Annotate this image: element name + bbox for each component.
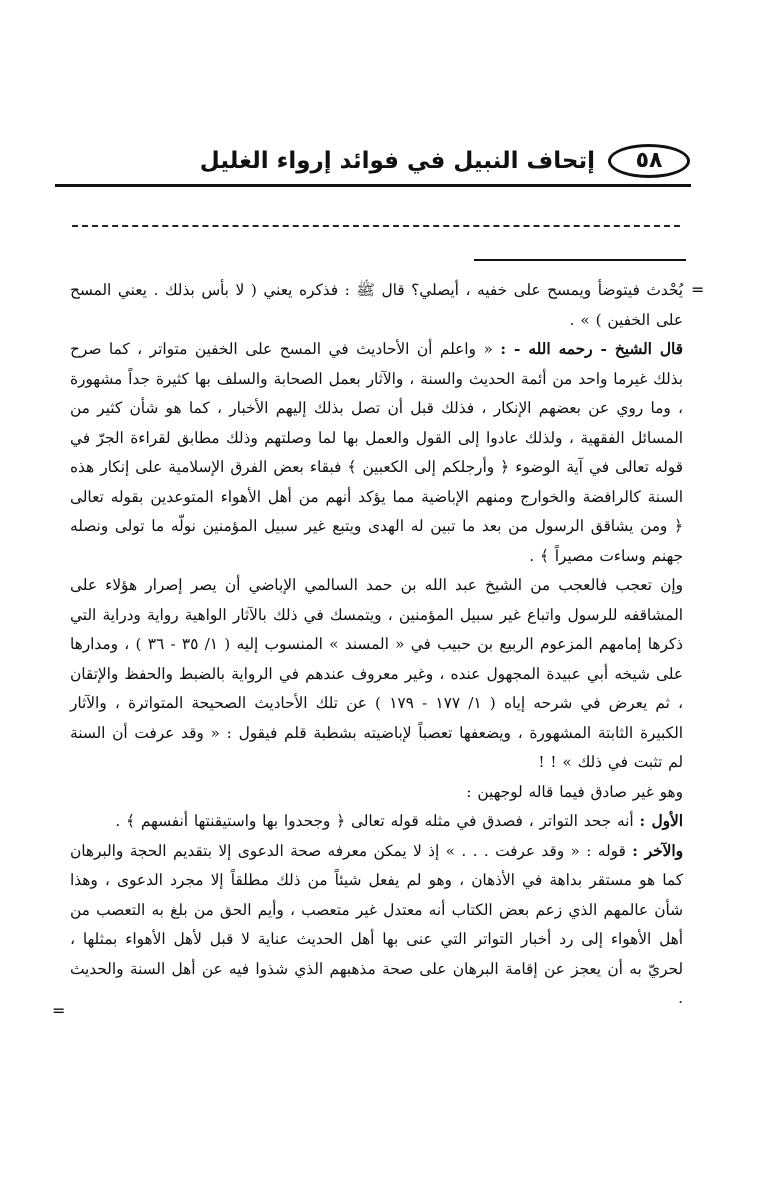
paragraph-text: قوله : « وقد عرفت . . . » إذ لا يمكن معرفه صحة الدعوى إلا بتقديم الحجة والبرهان كما هو مستقر بداهة في الأذهان ، وهو لم يفعل شيئاً من ذلك مطلقاً إلا مجرد الدعوى ، وهذا شأن عالمهم الذي زعم بعض الكتاب أنه معتدل غير متعصب ، وأيم الحق من بلغ به التعصب من أهل الأهواء إلى رد أخبار التواتر التي عنى بها أهل الحديث عناية لا قبل لأهل الأهواء بمثلها ، لحريّ به أن يعجز عن إقامة البرهان على صحة مذهبهم الذي شذوا فيه عن أهل السنة والحديث . bbox=[70, 841, 683, 1007]
paragraph-lead: الأول : bbox=[639, 812, 683, 830]
paragraph bbox=[70, 778, 683, 808]
paragraph-text: وهو غير صادق فيما قاله لوجهين : bbox=[466, 782, 683, 801]
continuation-mark-top: = bbox=[691, 280, 705, 299]
paragraph-lead: والآخر : bbox=[632, 841, 683, 860]
dashed-separator bbox=[72, 225, 680, 227]
footnote-text bbox=[70, 276, 683, 1014]
page-number: ٥٨ bbox=[608, 144, 690, 178]
paragraph-lead: قال الشيخ - رحمه الله - : bbox=[500, 340, 683, 358]
paragraph bbox=[70, 807, 683, 837]
footnote-rule bbox=[474, 259, 686, 261]
paragraph-text: « واعلم أن الأحاديث في المسح على الخفين متواتر ، كما صرح بذلك غيرما واحد من أئمة الحديث والسنة ، والآثار بعمل الصحابة والسلف بها كثيرة جداً مشهورة ، وما روي عن بعضهم الإنكار ، فذلك قبل أن تصل بذلك إليهم الأخبار ، كما هو شأن كثير من المسائل الفقهية ، ولذلك عادوا إلى القول والعمل بها لما وصلتهم وذلك مطابق لقراءة الجرّ في قوله تعالى في آية الوضوء ﴿ وأرجلكم إلى الكعبين ﴾ فبقاء بعض الفرق الإسلامية على إنكار هذه السنة كالرافضة والخوارج ومنهم الإباضية مما يؤكد أنهم من أهل الأهواء المتوعدين بقوله تعالى ﴿ ومن يشاقق الرسول من بعد ما تبين له الهدى ويتبع غير سبيل المؤمنين نولّه ما تولى ونصله جهنم وساءت مصيراً ﴾ . bbox=[70, 340, 683, 565]
continuation-mark-bottom: = bbox=[52, 1001, 66, 1020]
paragraph bbox=[70, 837, 683, 1014]
paragraph-text: وإن تعجب فالعجب من الشيخ عبد الله بن حمد السالمي الإباضي أن يصر إصرار هؤلاء على المشاقفه للرسول واتباع غير سبيل المؤمنين ، ويتمسك في ذلك بالآثار الواهية رواية ودراية التي ذكرها إمامهم المزعوم الربيع بن حبيب في « المسند » المنسوب إليه ( ١/ ٣٥ - ٣٦ ) ، ومدارها على شيخه أبي عبيدة المجهول عنده ، وغير معروف عندهم في الرواية بالضبط والحفظ والإتقان ، ثم يعرض في شرحه إياه ( ١/ ١٧٧ - ١٧٩ ) عن تلك الأحاديث الصحيحة المتواترة ، والآثار الكبيرة الثابتة المشهورة ، ويضعفها تعصباً لإباضيته بشطبة قلم فيقول : « وقد عرفت أن السنة لم تثبت في ذلك » ! ! bbox=[70, 576, 683, 771]
header-rule bbox=[55, 184, 691, 187]
paragraph bbox=[70, 276, 683, 335]
paragraph bbox=[70, 571, 683, 778]
paragraph-text: يُحْدث فيتوضأ ويمسح على خفيه ، أيصلي؟ قال ﷺ : فذكره يعني ( لا بأس بذلك . يعني المسح على الخفين ) » . bbox=[70, 281, 683, 329]
page-header bbox=[55, 140, 691, 188]
paragraph bbox=[70, 335, 683, 571]
book-title: إتحاف النبيل في فوائد إرواء الغليل bbox=[199, 148, 595, 174]
paragraph-text: أنه جحد التواتر ، فصدق في مثله قوله تعالى ﴿ وجحدوا بها واستيقنتها أنفسهم ﴾ . bbox=[115, 812, 634, 830]
